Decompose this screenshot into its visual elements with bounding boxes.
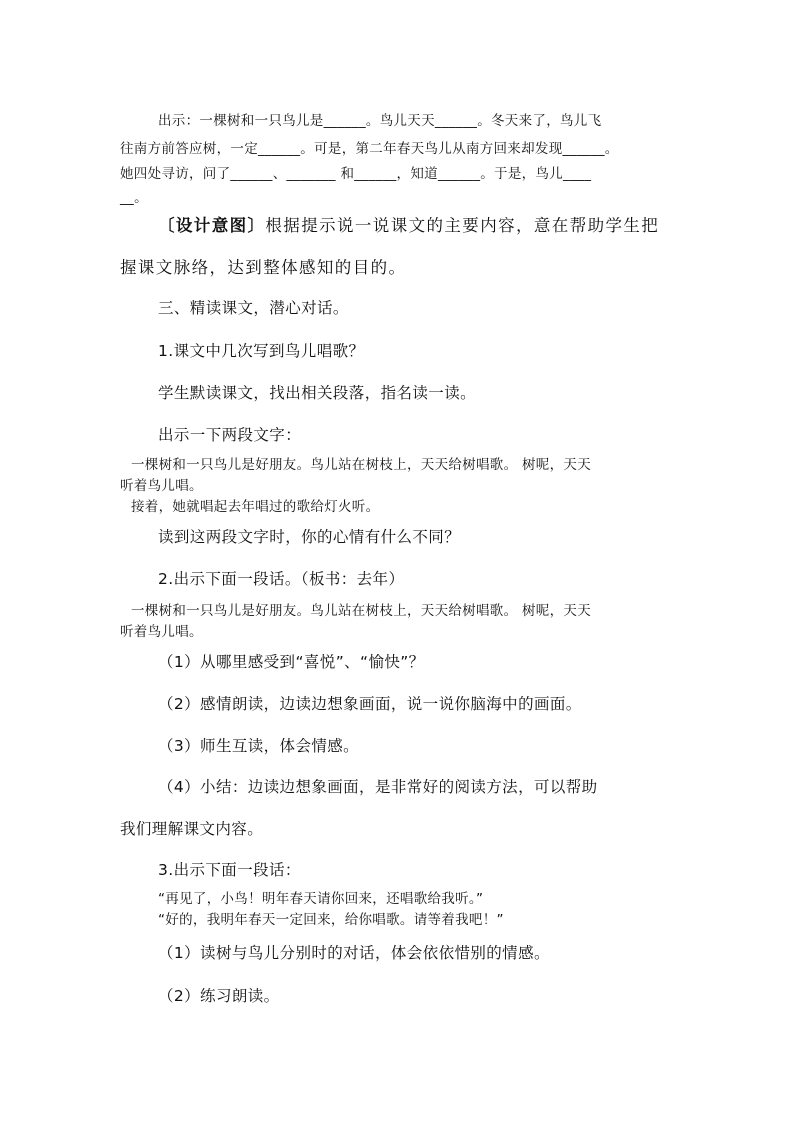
quote-paragraph-3-line-2: 听着鸟儿唱。 [120, 624, 203, 640]
fill-blank-line-1: 出示：一棵树和一只鸟儿是______。鸟儿天天______。冬天来了，鸟儿飞 [158, 113, 602, 129]
design-intent-paragraph [158, 212, 659, 236]
fill-blank-line-2: 往南方前答应树，一定______。可是，第二年春天鸟儿从南方回来却发现______。 [120, 141, 619, 157]
fill-blank-line-3: 她四处寻访，问了______、_______ 和______，知道______。于是，鸟儿____ [120, 166, 592, 182]
sub-item-3-2: （2）练习朗读。 [158, 987, 280, 1005]
sub-item-4-line-1: （4）小结：边读边想象画面，是非常好的阅读方法，可以帮助 [158, 778, 598, 796]
sub-item-3: （3）师生互读，体会情感。 [158, 737, 360, 755]
instruction-1: 学生默读课文，找出相关段落，指名读一读。 [158, 384, 477, 402]
dialogue-tree: “再见了，小鸟！明年春天请你回来，还唱歌给我听。” [158, 891, 484, 907]
question-1: 1.课文中几次写到鸟儿唱歌？ [158, 342, 365, 360]
quote-paragraph-3-line-1: 一棵树和一只鸟儿是好朋友。鸟儿站在树枝上，天天给树唱歌。 树呢，天天 [131, 603, 591, 619]
quote-paragraph-1-line-2: 听着鸟儿唱。 [120, 478, 203, 494]
design-intent-label: 〔设计意图〕 [158, 216, 266, 235]
sub-item-1: （1）从哪里感受到“喜悦”、“愉快”？ [158, 653, 425, 671]
design-intent-line-2: 握课文脉络，达到整体感知的目的。 [120, 258, 407, 277]
fill-blank-line-4: __。 [120, 190, 148, 206]
sub-item-2: （2）感情朗读，边读边想象画面，说一说你脑海中的画面。 [158, 695, 582, 713]
sub-item-3-1: （1）读树与鸟儿分别时的对话，体会依依惜别的情感。 [158, 944, 550, 962]
dialogue-bird: “好的，我明年春天一定回来，给你唱歌。请等着我吧！” [158, 912, 504, 928]
sub-item-4-line-2: 我们理解课文内容。 [120, 820, 264, 838]
question-feelings: 读到这两段文字时，你的心情有什么不同？ [158, 528, 461, 546]
question-3: 3.出示下面一段话： [158, 861, 301, 879]
section-heading: 三、精读课文，潜心对话。 [158, 299, 349, 317]
question-2: 2.出示下面一段话。（板书：去年） [158, 570, 405, 588]
design-intent-text: 根据提示说一说课文的主要内容，意在帮助学生把 [265, 216, 660, 235]
quote-paragraph-2: 接着，她就唱起去年唱过的歌给灯火听。 [131, 499, 380, 515]
show-two-paragraphs: 出示一下两段文字： [158, 426, 302, 444]
quote-paragraph-1-line-1: 一棵树和一只鸟儿是好朋友。鸟儿站在树枝上，天天给树唱歌。 树呢，天天 [131, 457, 591, 473]
